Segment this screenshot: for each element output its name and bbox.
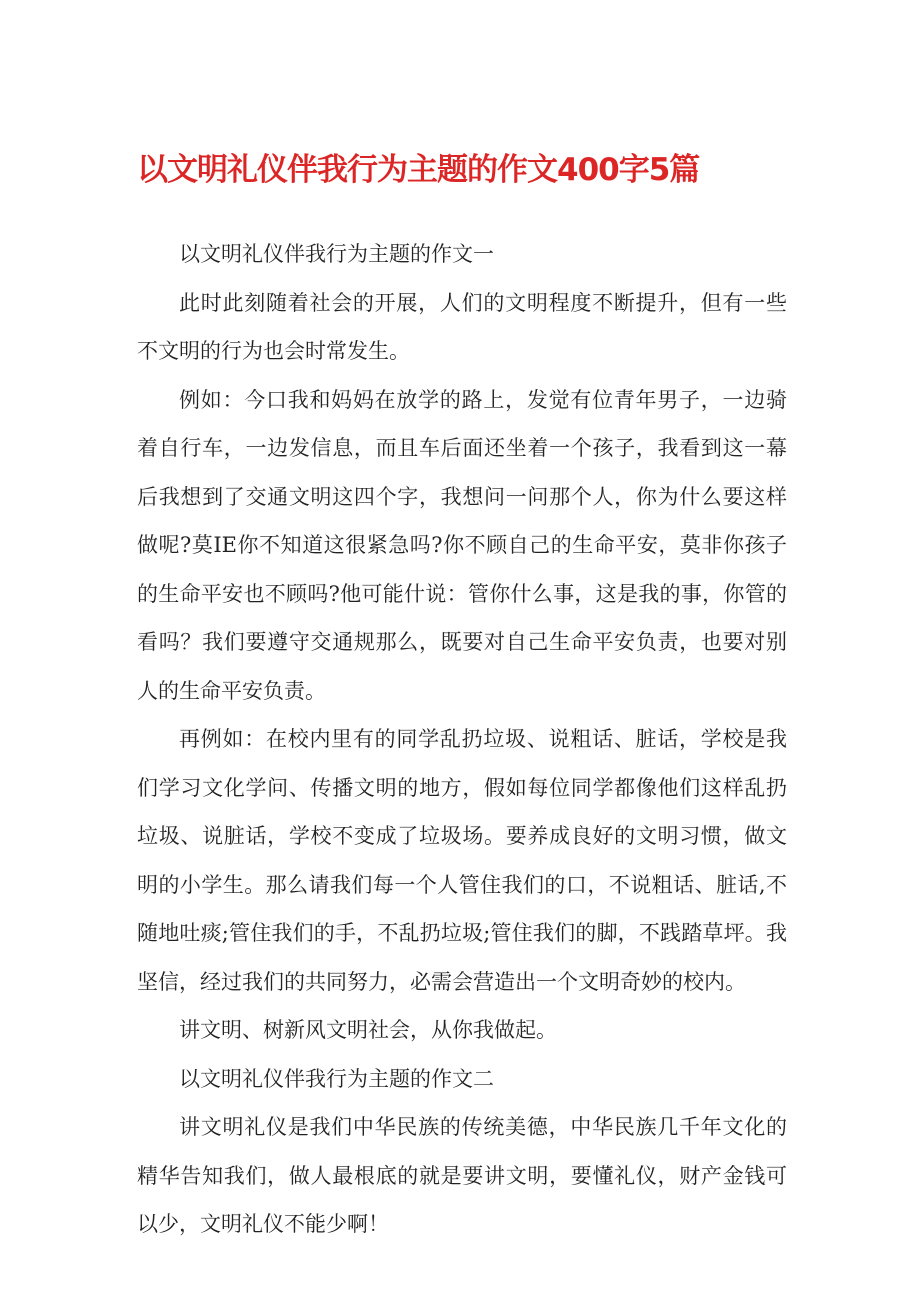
paragraph: 讲文明、树新风文明社会，从你我做起。 [179, 1018, 557, 1042]
section-heading-1: 以文明礼仪伴我行为主题的作文一 [179, 242, 494, 266]
paragraph: 例如：今口我和妈妈在放学的路上，发觉有位青年男子，一边骑着自行车，一边发信息，而且车后面还坐着一个孩子，我看到这一幕后我想到了交通文明这四个字，我想问一问那个人，你为什么要这样做呢?莫IE你不知道这很紧急吗?你不顾自己的生命平安，莫非你孩子的生命平安也不顾吗?他可能什说：管你什么事，这是我的事，你管的看吗？我们要遵守交通规那么，既要对自己生命平安负责，也要对别人的生命平安负责。 [137, 387, 787, 703]
document-body [137, 230, 787, 1249]
paragraph: 此时此刻随着社会的开展，人们的文明程度不断提升，但有一些不文明的行为也会时常发生。 [137, 290, 787, 363]
document-title: 以文明礼仪伴我行为主题的作文400字5篇 [137, 152, 700, 188]
paragraph: 讲文明礼仪是我们中华民族的传统美德，中华民族几千年文化的精华告知我们，做人最根底的就是要讲文明，要懂礼仪，财产金钱可以少，文明礼仪不能少啊！ [137, 1115, 787, 1236]
paragraph: 再例如：在校内里有的同学乱扔垃圾、说粗话、脏话，学校是我们学习文化学问、传播文明的地方，假如每位同学都像他们这样乱扔垃圾、说脏话，学校不变成了垃圾场。要养成良好的文明习惯，做文明的小学生。那么请我们每一个人管住我们的口，不说粗话、脏话,不随地吐痰;管住我们的手，不乱扔垃圾;管住我们的脚，不践踏草坪。我坚信，经过我们的共同努力，必需会营造出一个文明奇妙的校内。 [137, 727, 787, 994]
section-heading-2: 以文明礼仪伴我行为主题的作文二 [179, 1066, 494, 1091]
